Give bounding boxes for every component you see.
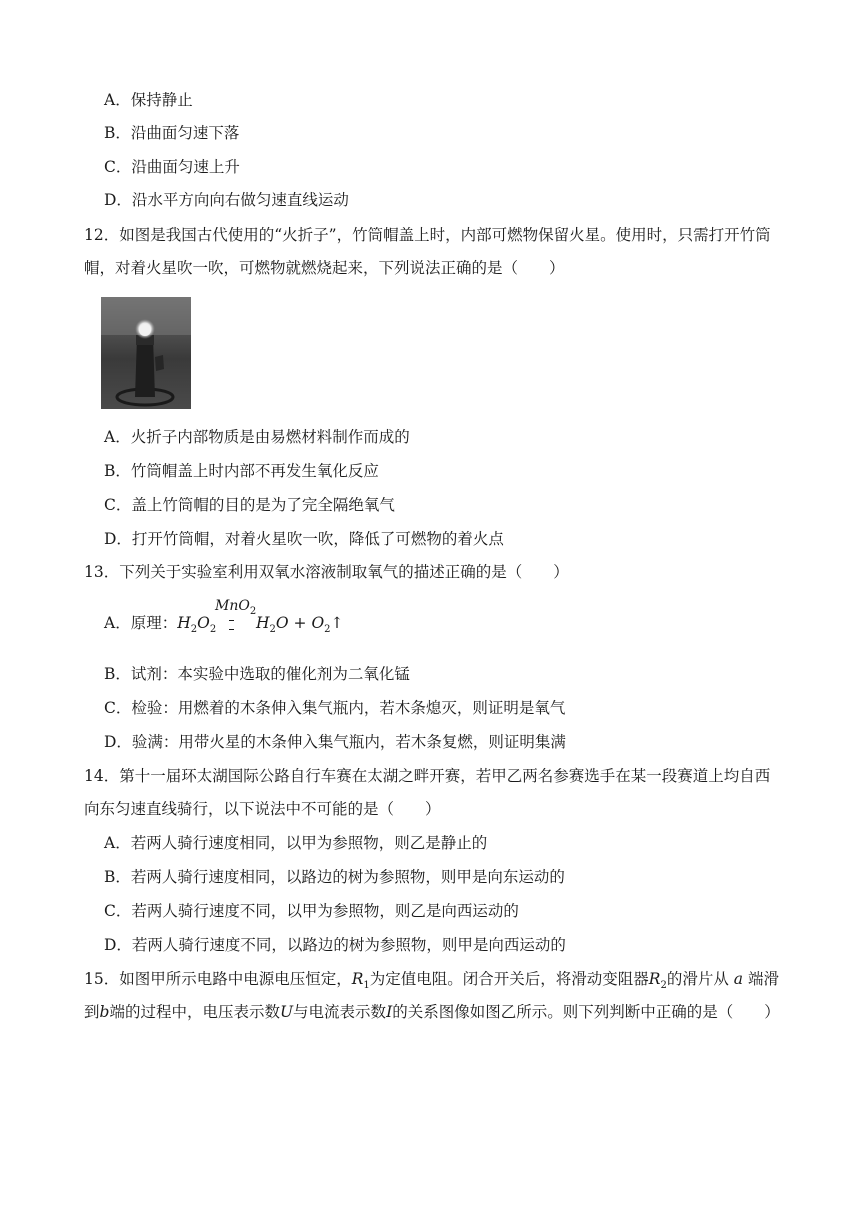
q12-option-c: C．盖上竹筒帽的目的是为了完全隔绝氧气 [104,496,395,514]
q13-option-a-label: A．原理： [104,614,178,632]
q15-text-2d: 的关系图像如图乙所示。则下列判断中正确的是（ ） [392,1003,780,1021]
point-a-symbol: a [733,970,744,988]
voltage-symbol: U [279,1003,294,1021]
r1-subscript: 1 [363,980,370,991]
catalyst-formula: MnO [215,598,250,614]
q15-stem-line2 [84,1002,780,1022]
reactant-h: H [177,614,191,632]
q13-option-b: B．试剂：本实验中选取的催化剂为二氧化锰 [104,665,410,683]
q11-option-b: B．沿曲面匀速下落 [104,124,240,142]
q14-option-c: C．若两人骑行速度不同，以甲为参照物，则乙是向西运动的 [104,902,519,920]
q15-stem-line1 [84,969,779,996]
q12-stem-line2: 帽，对着火星吹一吹，可燃物就燃烧起来，下列说法正确的是（ ） [84,259,565,277]
q14-option-b: B．若两人骑行速度相同，以路边的树为参照物，则甲是向东运动的 [104,868,565,886]
q13-option-c: C．检验：用燃着的木条伸入集气瓶内，若木条熄灭，则证明是氧气 [104,699,566,717]
q15-text-2b: 端的过程中，电压表示数 [109,1003,280,1021]
r2-subscript: 2 [660,980,667,991]
products-formula [256,613,344,640]
q14-option-d: D．若两人骑行速度不同，以路边的树为参照物，则甲是向西运动的 [104,936,566,954]
q13-option-d: D．验满：用带火星的木条伸入集气瓶内，若木条复燃，则证明集满 [104,733,566,751]
q14-option-a: A．若两人骑行速度相同，以甲为参照物，则乙是静止的 [104,834,488,852]
equation-sign [229,616,237,636]
reactant-o: O [197,614,210,632]
r2-symbol [648,970,667,991]
fire-starter-photo [101,297,191,409]
product-sub-2: 2 [324,624,331,635]
r1-symbol [351,970,370,991]
q15-text-2a: 到 [84,1003,100,1021]
r1-letter: R [351,970,364,988]
current-symbol: I [386,1003,393,1021]
q15-text-1c: 的滑片从 [666,970,729,988]
reactant-sub-2: 2 [209,624,217,635]
q12-stem-line1: 12．如图是我国古代使用的“火折子”，竹筒帽盖上时，内部可燃物保留火星。使用时，只需打开竹筒 [84,226,771,244]
catalyst-subscript: 2 [249,606,257,617]
q14-stem-line1: 14．第十一届环太湖国际公路自行车赛在太湖之畔开赛，若甲乙两名参赛选手在某一段赛道上均自西 [84,767,771,785]
product-sub-1: 2 [269,624,276,635]
product-middle: O + O [275,614,325,632]
reactant-sub-1: 2 [190,624,198,635]
q15-text-1b: 为定值电阻。闭合开关后，将滑动变阻器 [369,970,649,988]
q12-option-d: D．打开竹筒帽，对着火星吹一吹，降低了可燃物的着火点 [104,530,504,548]
q15-text-1a: 15．如图甲所示电路中电源电压恒定， [84,970,352,988]
q11-option-c: C．沿曲面匀速上升 [104,158,240,176]
q12-option-a: A．火折子内部物质是由易燃材料制作而成的 [104,428,410,446]
r2-letter: R [648,970,661,988]
gas-arrow-icon: ↑ [330,614,344,632]
product-h: H [256,614,270,632]
q14-stem-line2: 向东匀速直线骑行，以下说法中不可能的是（ ） [84,800,441,818]
q15-text-1d: 端滑 [747,970,779,988]
point-b-symbol: b [99,1003,110,1021]
reactant-formula [177,614,217,635]
q13-option-a [104,613,216,640]
fire-starter-illustration [101,297,191,409]
q12-option-b: B．竹筒帽盖上时内部不再发生氧化反应 [104,462,379,480]
q13-stem: 13．下列关于实验室利用双氧水溶液制取氧气的描述正确的是（ ） [84,563,569,581]
q15-text-2c: 与电流表示数 [293,1003,387,1021]
q11-option-d: D．沿水平方向向右做匀速直线运动 [104,191,349,209]
q11-option-a: A．保持静止 [104,91,193,109]
